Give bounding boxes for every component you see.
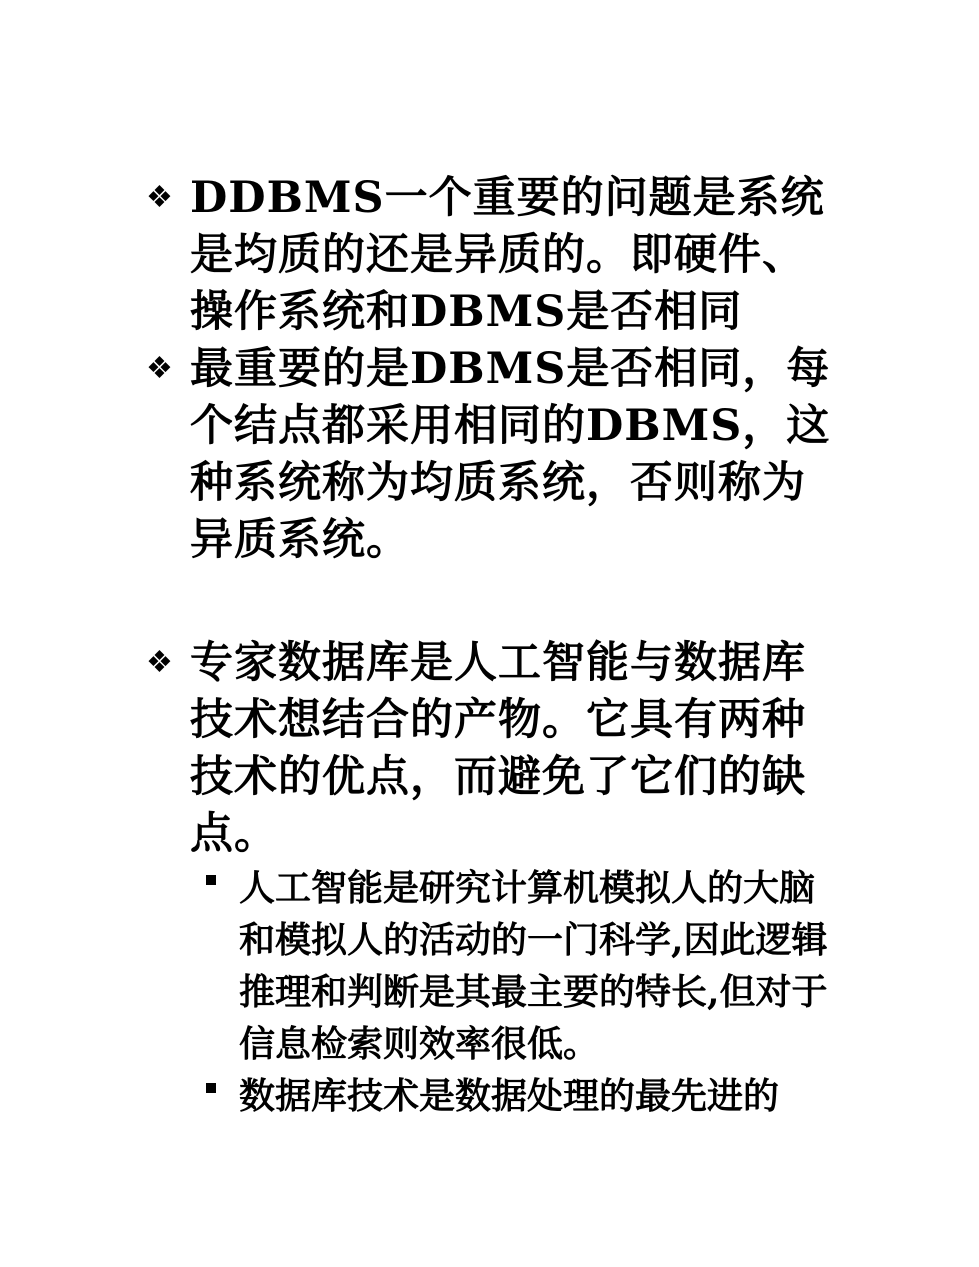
diamond-bullet-icon: ❖ bbox=[146, 180, 173, 215]
sub-bullet-item-1 bbox=[206, 862, 836, 1070]
bullet-item-2 bbox=[146, 341, 836, 569]
bullet-item-1 bbox=[146, 170, 836, 341]
square-bullet-icon bbox=[206, 875, 216, 885]
bullet-text-2: 最重要的是DBMS是否相同，每个结点都采用相同的DBMS，这种系统称为均质系统，否则称为异质系统。 bbox=[190, 344, 831, 565]
sub-bullet-text-1: 人工智能是研究计算机模拟人的大脑和模拟人的活动的一门科学,因此逻辑推理和判断是其最主要的特长,但对于信息检索则效率很低。 bbox=[239, 867, 828, 1065]
bullet-text-3: 专家数据库是人工智能与数据库技术想结合的产物。它具有两种技术的优点，而避免了它们的缺点。 bbox=[190, 638, 806, 859]
bullet-text-1: DDBMS一个重要的问题是系统是均质的还是异质的。即硬件、操作系统和DBMS是否相同 bbox=[190, 173, 825, 337]
square-bullet-icon bbox=[206, 1083, 216, 1093]
diamond-bullet-icon: ❖ bbox=[146, 351, 173, 386]
sub-bullet-item-2 bbox=[206, 1070, 836, 1122]
diamond-bullet-icon: ❖ bbox=[146, 645, 173, 680]
sub-bullet-text-2: 数据库技术是数据处理的最先进的 bbox=[239, 1075, 780, 1117]
bullet-item-3 bbox=[146, 635, 836, 863]
